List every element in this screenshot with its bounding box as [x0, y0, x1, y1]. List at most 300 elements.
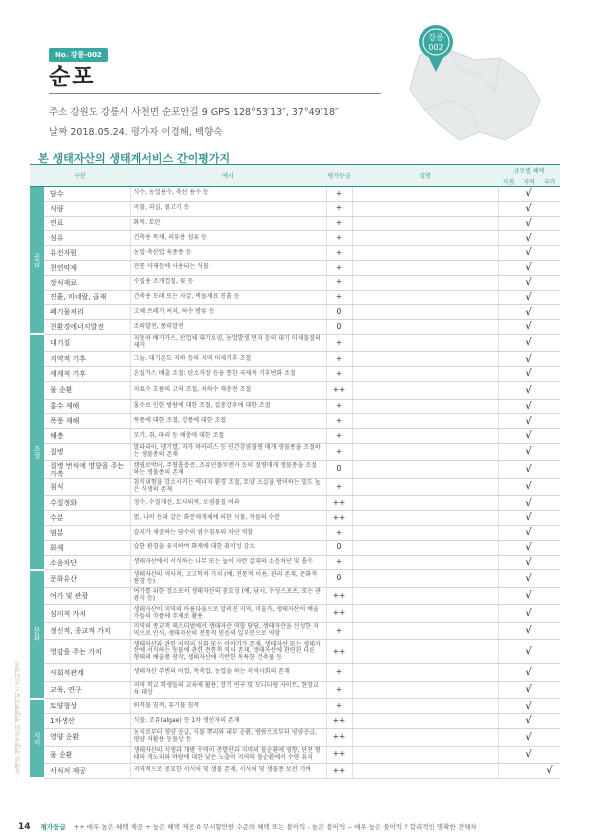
service-example: 온실가스 배출 조절: 탄소저장 등을 통한 국제적 기후변화 조절 — [130, 367, 326, 382]
benefit-check-cell — [539, 496, 560, 511]
service-example: 여가를 위한 장소로서 생태자산의 중요성 (예, 낚시, 수상스포츠, 또는 관광지 등) — [130, 587, 326, 605]
service-description — [352, 246, 498, 261]
benefit-check-cell — [498, 429, 518, 444]
table-row — [30, 570, 560, 588]
benefit-check-cell: √ — [518, 664, 539, 682]
service-grade: + — [326, 399, 352, 414]
table-row — [30, 622, 560, 640]
map-badge-city: 강릉 — [428, 33, 444, 42]
service-description — [352, 399, 498, 414]
service-description — [352, 382, 498, 400]
benefit-check-cell: √ — [518, 290, 539, 305]
benefit-check-cell — [498, 640, 518, 664]
benefit-check-cell — [518, 764, 539, 779]
header-desc: 설명 — [352, 165, 498, 187]
service-name: 문화유산 — [44, 570, 130, 588]
benefit-check-cell — [498, 587, 518, 605]
page-number: 14 — [18, 822, 31, 832]
benefit-check-cell: √ — [518, 587, 539, 605]
service-example: 생태자산의 식생과 개방 수역이 증발산과 지역의 물순환에 영향, 단천 형태의 개노피와 바람에 대한 낮은 노출이 지역의 물순환에서 수량 유지 — [130, 746, 326, 764]
service-grade: + — [326, 664, 352, 682]
service-name: 여가 및 관광 — [44, 587, 130, 605]
table-row — [30, 367, 560, 382]
service-example: 건축용 모래 또는 자갈, 벽돌재료 진흙 등 — [130, 290, 326, 305]
benefit-check-cell — [539, 746, 560, 764]
table-row — [30, 526, 560, 541]
service-description — [352, 729, 498, 747]
benefit-check-cell — [539, 443, 560, 461]
benefit-check-cell — [539, 729, 560, 747]
legend-label: 평가등급 — [40, 823, 66, 831]
benefit-check-cell: √ — [518, 746, 539, 764]
map-badge-number: 002 — [428, 43, 444, 52]
header-gubun: 구분 — [30, 165, 130, 187]
service-description — [352, 231, 498, 246]
table-row — [30, 201, 560, 216]
service-description — [352, 478, 498, 496]
benefit-check-cell — [539, 540, 560, 555]
service-example: 생태자산 주변의 어업, 목축업, 농업을 하는 지역사회의 존재 — [130, 664, 326, 682]
benefit-check-cell — [539, 664, 560, 682]
service-example: 습지가 제공하는 담수의 염수침투의 차단 역할 — [130, 526, 326, 541]
service-name: 섬유 — [44, 231, 130, 246]
table-row — [30, 275, 560, 290]
service-description — [352, 681, 498, 699]
service-name: 장식재료 — [44, 275, 130, 290]
benefit-check-cell — [498, 367, 518, 382]
service-grade: + — [326, 231, 352, 246]
benefit-check-cell — [498, 216, 518, 231]
site-number-tag: No. 강릉-002 — [49, 48, 108, 62]
service-name: 세계적 기후 — [44, 367, 130, 382]
service-example: 습한 환경을 유지하여 화재에 대한 취약성 감소 — [130, 540, 326, 555]
service-description — [352, 305, 498, 320]
service-grade: ++ — [326, 496, 352, 511]
service-name: 영양 순환 — [44, 729, 130, 747]
header-example: 예시 — [130, 165, 326, 187]
benefit-check-cell — [498, 352, 518, 367]
service-grade: + — [326, 443, 352, 461]
service-name: 담수 — [44, 187, 130, 202]
service-name: 유전자원 — [44, 246, 130, 261]
benefit-check-cell — [539, 367, 560, 382]
service-name: 질병 — [44, 443, 130, 461]
service-name: 해충 — [44, 429, 130, 444]
benefit-check-cell — [539, 714, 560, 729]
benefit-check-cell — [539, 201, 560, 216]
benefit-check-cell: √ — [518, 570, 539, 588]
benefit-check-cell — [498, 305, 518, 320]
benefit-check-cell — [539, 231, 560, 246]
service-description — [352, 352, 498, 367]
service-description — [352, 622, 498, 640]
service-name: 토양형성 — [44, 699, 130, 714]
benefit-check-cell — [498, 729, 518, 747]
benefit-check-cell: √ — [518, 681, 539, 699]
service-name: 물 순환 — [44, 382, 130, 400]
service-name: 염분 — [44, 526, 130, 541]
table-row — [30, 714, 560, 729]
table-row — [30, 540, 560, 555]
table-row — [30, 246, 560, 261]
table-row — [30, 605, 560, 623]
benefit-check-cell: √ — [518, 555, 539, 570]
service-example: 지표수 흐름의 고저 조절, 지하수 재충전 조절 — [130, 382, 326, 400]
service-grade: + — [326, 699, 352, 714]
service-example: 지역적으로 중요한 서식처 및 생물 존재, 서식처 및 생물종 보전 기여 — [130, 764, 326, 779]
service-example: 농지로부터 영양 공급, 식물 뿌리와 내부 순환, 범람으로부터 영양공급, 영양 저활용 등물상 등 — [130, 729, 326, 747]
service-name: 화재 — [44, 540, 130, 555]
service-grade: 0 — [326, 305, 352, 320]
benefit-check-cell — [498, 699, 518, 714]
service-grade: + — [326, 414, 352, 429]
service-description — [352, 714, 498, 729]
benefit-check-cell — [498, 290, 518, 305]
benefit-check-cell — [498, 275, 518, 290]
benefit-check-cell — [498, 511, 518, 526]
benefit-check-cell — [498, 622, 518, 640]
service-name: 소음차단 — [44, 555, 130, 570]
benefit-check-cell: √ — [518, 729, 539, 747]
benefit-check-cell: √ — [518, 540, 539, 555]
table-row — [30, 260, 560, 275]
benefit-check-cell — [539, 187, 560, 202]
service-example: 농업·축산업 육종종 등 — [130, 246, 326, 261]
benefit-check-cell — [539, 275, 560, 290]
benefit-check-cell: √ — [518, 246, 539, 261]
service-example: 정수, 수질개선, 토사퇴적, 오염물질 여과 — [130, 496, 326, 511]
service-grade: + — [326, 681, 352, 699]
benefit-check-cell — [498, 478, 518, 496]
category-label: 문화 — [30, 570, 44, 699]
header-grade: 평가등급 — [326, 165, 352, 187]
service-description — [352, 540, 498, 555]
benefit-check-cell — [498, 382, 518, 400]
service-description — [352, 334, 498, 352]
service-example: 조력발전, 풍력발전 — [130, 320, 326, 335]
table-row — [30, 699, 560, 714]
service-example: 건축용 목재, 의류용 섬유 등 — [130, 231, 326, 246]
benefit-check-cell: √ — [518, 699, 539, 714]
service-grade: ++ — [326, 714, 352, 729]
service-grade: ++ — [326, 382, 352, 400]
benefit-check-cell: √ — [518, 216, 539, 231]
service-example: 고체 쓰레기 처치, 하수 방류 등 — [130, 305, 326, 320]
service-example: 침식위험을 감소시키는 에너지 환경 조절, 토양 소실을 방어하는 밀도 높은 식생의 존재 — [130, 478, 326, 496]
table-row — [30, 555, 560, 570]
service-name: 홍수 재해 — [44, 399, 130, 414]
table-row — [30, 382, 560, 400]
service-grade: + — [326, 260, 352, 275]
service-grade: + — [326, 275, 352, 290]
service-grade: ++ — [326, 729, 352, 747]
service-example: 식수, 농업용수, 축산 용수 등 — [130, 187, 326, 202]
benefit-check-cell — [498, 681, 518, 699]
table-row — [30, 352, 560, 367]
service-name: 수질정화 — [44, 496, 130, 511]
service-grade: ++ — [326, 587, 352, 605]
service-grade: 0 — [326, 320, 352, 335]
benefit-check-cell: √ — [518, 382, 539, 400]
service-name: 침식 — [44, 478, 130, 496]
benefit-check-cell: √ — [518, 526, 539, 541]
service-grade: + — [326, 290, 352, 305]
table-row — [30, 746, 560, 764]
service-example: 폭풍에 대한 조절, 강풍에 대한 조절 — [130, 414, 326, 429]
benefit-check-cell — [539, 305, 560, 320]
service-name: 서식처 제공 — [44, 764, 130, 779]
service-description — [352, 216, 498, 231]
benefit-check-cell — [539, 216, 560, 231]
service-description — [352, 429, 498, 444]
table-row — [30, 664, 560, 682]
location-map-icon — [390, 20, 550, 150]
service-name: 지역적 기후 — [44, 352, 130, 367]
service-name: 친환경에너지발전 — [44, 320, 130, 335]
service-description — [352, 260, 498, 275]
service-grade: + — [326, 187, 352, 202]
service-grade: + — [326, 246, 352, 261]
service-grade: ++ — [326, 640, 352, 664]
service-example: 생태자산에서 서식하는 나무 또는 높이 자란 갈대의 소음차단 및 흡수 — [130, 555, 326, 570]
service-name: 사회적관계 — [44, 664, 130, 682]
evaluation-table — [30, 164, 560, 779]
benefit-check-cell: √ — [518, 714, 539, 729]
benefit-check-cell — [498, 187, 518, 202]
benefit-check-cell — [539, 399, 560, 414]
table-row — [30, 640, 560, 664]
service-name: 영감을 주는 가치 — [44, 640, 130, 664]
table-row — [30, 290, 560, 305]
table-row — [30, 320, 560, 335]
service-grade: + — [326, 526, 352, 541]
service-description — [352, 555, 498, 570]
service-name: 대기질 — [44, 334, 130, 352]
table-row — [30, 587, 560, 605]
benefit-check-cell: √ — [518, 496, 539, 511]
benefit-check-cell: √ — [539, 764, 560, 779]
benefit-check-cell — [498, 496, 518, 511]
service-description — [352, 187, 498, 202]
service-grade: + — [326, 429, 352, 444]
benefit-check-cell — [498, 461, 518, 479]
service-example: 지역의 종교적 페스티벌에서 생태자산 역할 담당, 생태자산을 신성한 지역으로 인식, 생태자산의 전통적 믿음의 일부분으로 역할 — [130, 622, 326, 640]
benefit-check-cell — [498, 414, 518, 429]
category-label: 조절 — [30, 334, 44, 569]
service-description — [352, 443, 498, 461]
service-name: 식량 — [44, 201, 130, 216]
table-row — [30, 414, 560, 429]
service-description — [352, 320, 498, 335]
benefit-check-cell: √ — [518, 640, 539, 664]
address-line: 주소 강원도 강릉시 사천면 순포안길 9 GPS 128°53′13″, 37°49′18″ — [49, 107, 339, 118]
service-name: 폐기물처리 — [44, 305, 130, 320]
benefit-check-cell — [539, 511, 560, 526]
service-name: 물 순환 — [44, 746, 130, 764]
service-name: 폭풍 재해 — [44, 414, 130, 429]
table-row — [30, 478, 560, 496]
benefit-check-cell: √ — [518, 320, 539, 335]
service-example: 생태자산과 관련 지역의 신화 또는 이야기가 존재, 생태자산 또는 생태자산에 서식하는 동물에 관련 전통적 역사 존재, 생태자산에 관련된 다른 형태의 예술품 창작, 생태자산에 기반한 독특한 건축물 등 — [130, 640, 326, 664]
service-grade: 0 — [326, 461, 352, 479]
benefit-check-cell: √ — [518, 334, 539, 352]
table-row — [30, 187, 560, 202]
benefit-check-cell — [539, 699, 560, 714]
table-row — [30, 305, 560, 320]
service-grade: 0 — [326, 570, 352, 588]
table-row — [30, 764, 560, 779]
service-example: 홍수로 인한 범람에 대한 조절, 집중강우에 대한 조절 — [130, 399, 326, 414]
benefit-check-cell: √ — [518, 367, 539, 382]
service-grade: + — [326, 352, 352, 367]
benefit-check-cell: √ — [518, 399, 539, 414]
service-description — [352, 699, 498, 714]
table-row — [30, 399, 560, 414]
service-description — [352, 526, 498, 541]
benefit-check-cell — [539, 352, 560, 367]
benefit-check-cell: √ — [518, 231, 539, 246]
benefit-check-cell: √ — [518, 275, 539, 290]
benefit-check-cell — [539, 570, 560, 588]
section-title: 본 생태자산의 생태계서비스 간이평가지 — [38, 152, 231, 165]
benefit-check-cell — [539, 605, 560, 623]
service-example: 지역 학교 학생들의 교육에 활용, 장기 연구 및 모니터링 사이트, 현장교육 대상 — [130, 681, 326, 699]
service-grade: ++ — [326, 511, 352, 526]
service-grade: 0 — [326, 540, 352, 555]
service-example: 화목, 토탄 — [130, 216, 326, 231]
service-example: 생태자산이 지역의 아름다움으로 알려진 지역, 미술가, 생태자산이 예술가들의 작품에 주제로 활용 — [130, 605, 326, 623]
service-name: 천연약재 — [44, 260, 130, 275]
footer — [18, 822, 477, 832]
service-example: 그늘, 대기온도 지하 등의 지역 미세기후 조절 — [130, 352, 326, 367]
service-description — [352, 511, 498, 526]
table-row — [30, 461, 560, 479]
category-label: 지지 — [30, 699, 44, 778]
service-name: 연료 — [44, 216, 130, 231]
benefit-check-cell: √ — [518, 187, 539, 202]
benefit-check-cell — [498, 664, 518, 682]
benefit-check-cell — [539, 587, 560, 605]
service-grade: + — [326, 216, 352, 231]
benefit-check-cell — [539, 622, 560, 640]
benefit-check-cell — [498, 605, 518, 623]
benefit-check-cell — [498, 764, 518, 779]
service-grade: + — [326, 367, 352, 382]
service-description — [352, 587, 498, 605]
benefit-check-cell: √ — [518, 414, 539, 429]
benefit-check-cell — [498, 260, 518, 275]
service-description — [352, 275, 498, 290]
service-grade: + — [326, 555, 352, 570]
benefit-check-cell — [498, 540, 518, 555]
service-grade: + — [326, 622, 352, 640]
table-row — [30, 729, 560, 747]
benefit-check-cell — [498, 201, 518, 216]
benefit-check-cell — [498, 320, 518, 335]
legend-text: ++ 매우 높은 혜택 제공 + 높은 혜택 제공 0 무시할만한 수준의 혜택 또는 불이익 - 높은 불이익 -- 매우 높은 불이익 ? 합리적인 명확한 견해차 — [73, 823, 477, 831]
benefit-check-cell — [539, 478, 560, 496]
service-description — [352, 414, 498, 429]
benefit-check-cell — [498, 555, 518, 570]
benefit-check-cell: √ — [518, 260, 539, 275]
service-name: 진흙, 미네랄, 골재 — [44, 290, 130, 305]
service-description — [352, 640, 498, 664]
benefit-check-cell: √ — [518, 352, 539, 367]
benefit-check-cell: √ — [518, 605, 539, 623]
benefit-check-cell: √ — [518, 201, 539, 216]
table-row — [30, 496, 560, 511]
service-name: 질병 번식에 영향을 주는 가축 — [44, 461, 130, 479]
service-example: 모기, 쥐, 파리 등 해충에 대한 조절 — [130, 429, 326, 444]
service-description — [352, 201, 498, 216]
benefit-check-cell — [498, 334, 518, 352]
table-row — [30, 216, 560, 231]
benefit-check-cell: √ — [518, 429, 539, 444]
table-row — [30, 443, 560, 461]
service-description — [352, 664, 498, 682]
service-grade: + — [326, 201, 352, 216]
benefit-check-cell: √ — [518, 511, 539, 526]
service-grade: ++ — [326, 605, 352, 623]
date-evaluator-line: 날짜 2018.05.24. 평가자 이경해, 백향숙 — [49, 127, 223, 138]
table-row — [30, 429, 560, 444]
benefit-check-cell — [539, 260, 560, 275]
benefit-check-cell — [539, 334, 560, 352]
benefit-check-cell — [498, 570, 518, 588]
benefit-check-cell — [539, 429, 560, 444]
service-grade: ++ — [326, 764, 352, 779]
service-example: 전통 약재등에 사용되는 식물 — [130, 260, 326, 275]
category-label: 공급 — [30, 187, 44, 335]
benefit-check-cell — [498, 443, 518, 461]
benefit-check-cell — [539, 526, 560, 541]
service-name: 수분 — [44, 511, 130, 526]
benefit-check-cell — [539, 681, 560, 699]
table-row — [30, 334, 560, 352]
side-running-title: 동해안 생태자산의 생태계서비스 간이평가 — [15, 660, 22, 774]
benefit-check-cell — [539, 555, 560, 570]
header-benefit: 규모별 혜택 지점 지역 국가 — [498, 165, 560, 187]
benefit-check-cell: √ — [518, 622, 539, 640]
service-grade: ++ — [326, 746, 352, 764]
benefit-check-cell — [539, 382, 560, 400]
service-name: 교육, 연구 — [44, 681, 130, 699]
service-description — [352, 290, 498, 305]
benefit-check-cell — [539, 640, 560, 664]
service-description — [352, 764, 498, 779]
service-example: 곡물, 과실, 물고기 등 — [130, 201, 326, 216]
benefit-check-cell — [498, 399, 518, 414]
service-grade: + — [326, 478, 352, 496]
service-description — [352, 605, 498, 623]
benefit-check-cell: √ — [518, 443, 539, 461]
service-example: 벌, 나비 등과 같은 화분매개체에 의한 식물, 작물의 수분 — [130, 511, 326, 526]
benefit-check-cell — [539, 246, 560, 261]
benefit-check-cell — [498, 231, 518, 246]
benefit-check-cell — [539, 320, 560, 335]
table-row — [30, 511, 560, 526]
benefit-check-cell — [539, 414, 560, 429]
service-description — [352, 367, 498, 382]
service-example: 생태자산의 역사적, 고고학적 가치 (예, 전통적 이용, 관리 존재, 문화적 풍경 등) — [130, 570, 326, 588]
benefit-check-cell — [498, 746, 518, 764]
benefit-check-cell: √ — [518, 461, 539, 479]
service-example: 지동차 배기가스, 산업체 대기오염, 농업발생 먼지 등의 대기 미세물질의 제거 — [130, 334, 326, 352]
table-row — [30, 681, 560, 699]
benefit-check-cell — [539, 461, 560, 479]
service-grade: + — [326, 334, 352, 352]
benefit-check-cell — [539, 290, 560, 305]
